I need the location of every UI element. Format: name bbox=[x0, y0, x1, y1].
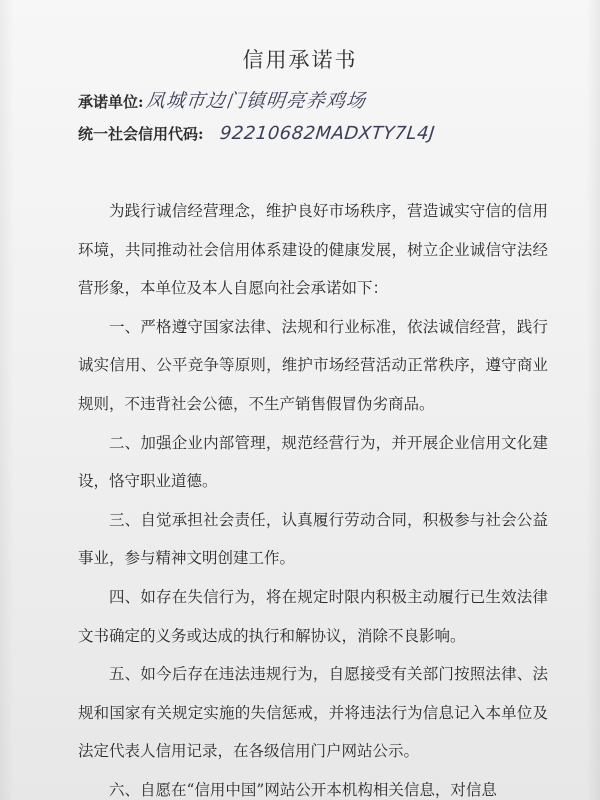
page-edge-shadow-left bbox=[0, 0, 14, 800]
document-title: 信用承诺书 bbox=[242, 48, 358, 72]
commitment-body bbox=[78, 192, 548, 800]
clause-2-paragraph: 二、加强企业内部管理，规范经营行为，并开展企业信用文化建设，恪守职业道德。 bbox=[78, 433, 548, 491]
clause-6-paragraph: 六、自愿在“信用中国”网站公开本机构相关信息，对信息 bbox=[109, 780, 497, 799]
clause-3-paragraph: 三、自觉承担社会责任，认真履行劳动合同，积极参与社会公益事业，参与精神文明创建工作。 bbox=[78, 510, 548, 568]
unit-value-handwritten: 凤城市边门镇明亮养鸡场 bbox=[144, 90, 367, 112]
page-edge-shadow-right bbox=[586, 0, 600, 800]
credit-code-row bbox=[78, 123, 434, 144]
intro-paragraph: 为践行诚信经营理念，维护良好市场秩序，营造诚实守信的信用环境，共同推动社会信用体系建设的健康发展，树立企业诚信守法经营形象，本单位及本人自愿向社会承诺如下： bbox=[78, 202, 548, 298]
unit-row bbox=[78, 86, 366, 113]
credit-code-value-handwritten: 92210682MADXTY7L4J bbox=[218, 123, 436, 144]
clause-1-paragraph: 一、严格遵守国家法律、法规和行业标准，依法诚信经营，践行诚实信用、公平竞争等原则，维护市场经营活动正常秩序，遵守商业规则，不违背社会公德，不生产销售假冒伪劣商品。 bbox=[78, 317, 548, 413]
clause-4-paragraph: 四、如存在失信行为，将在规定时限内积极主动履行已生效法律文书确定的义务或达成的执行和解协议，消除不良影响。 bbox=[78, 587, 548, 645]
clause-5-paragraph: 五、如今后存在违法违规行为，自愿接受有关部门按照法律、法规和国家有关规定实施的失信惩戒，并将违法行为信息记入本单位及法定代表人信用记录，在各级信用门户网站公示。 bbox=[78, 665, 548, 761]
unit-label: 承诺单位: bbox=[78, 93, 144, 111]
credit-code-label: 统一社会信用代码: bbox=[78, 125, 204, 143]
